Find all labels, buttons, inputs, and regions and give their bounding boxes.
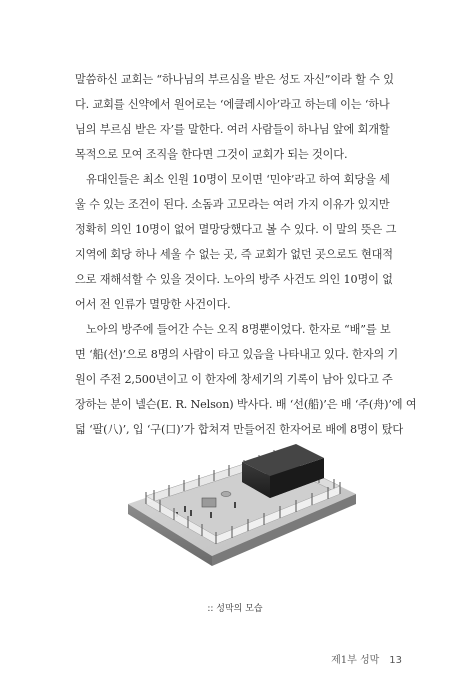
page-footer [331,651,402,666]
text-line: 다. 교회를 신약에서 원어로는 ‘에클레시아’라고 하는데 이는 ‘하나 [75,98,390,111]
text-line: 말씀하신 교회는 “하나님의 부르심을 받은 성도 자신”이라 할 수 있 [75,73,394,86]
text-line: 유대인들은 최소 인원 10명이 모이면 ‘민야’라고 하여 회당을 세 [75,173,390,186]
text-line: 으로 재해석할 수 있을 것이다. 노아의 방주 사건도 의인 10명이 없 [75,273,393,286]
text-line: 목적으로 모여 조직을 한다면 그것이 교회가 되는 것이다. [75,148,348,161]
figure-caption: :: 성막의 모습 [207,604,263,614]
text-line: 원이 주전 2,500년이고 이 한자에 창세기의 기록이 남아 있다고 주 [75,373,393,386]
text-line: 노아의 방주에 들어간 수는 오직 8명뿐이었다. 한자로 “배”를 보 [75,323,391,336]
text-line: 님의 부르심 받은 자’를 말한다. 여러 사람들이 하나님 앞에 회개할 [75,123,390,136]
section-title: 제1부 성막 [331,655,380,666]
text-line: 정확히 의인 10명이 없어 멸망당했다고 볼 수 있다. 이 말의 뜻은 그 [75,223,397,236]
text-line: 덟 ‘팔(八)’, 입 ‘구(口)’가 합쳐져 만들어진 한자어로 배에 8명이 탔다 [75,423,404,436]
text-line: 장하는 분이 넬슨(E. R. Nelson) 박사다. 배 ‘선(船)’은 배 ‘주(舟)’에 여 [75,398,417,411]
text-line: 울 수 있는 조건이 된다. 소돔과 고모라는 여러 가지 이유가 있지만 [75,198,390,211]
text-line: 면 ‘船(선)’으로 8명의 사람이 타고 있음을 나타내고 있다. 한자의 기 [75,348,399,361]
page-number: 13 [389,655,402,666]
text-line: 어서 전 인류가 멸망한 사건이다. [75,298,231,311]
text-line: 지역에 회당 하나 세울 수 없는 곳, 즉 교회가 없던 곳으로도 현대적 [75,248,393,261]
tabernacle-model-image [124,432,360,582]
